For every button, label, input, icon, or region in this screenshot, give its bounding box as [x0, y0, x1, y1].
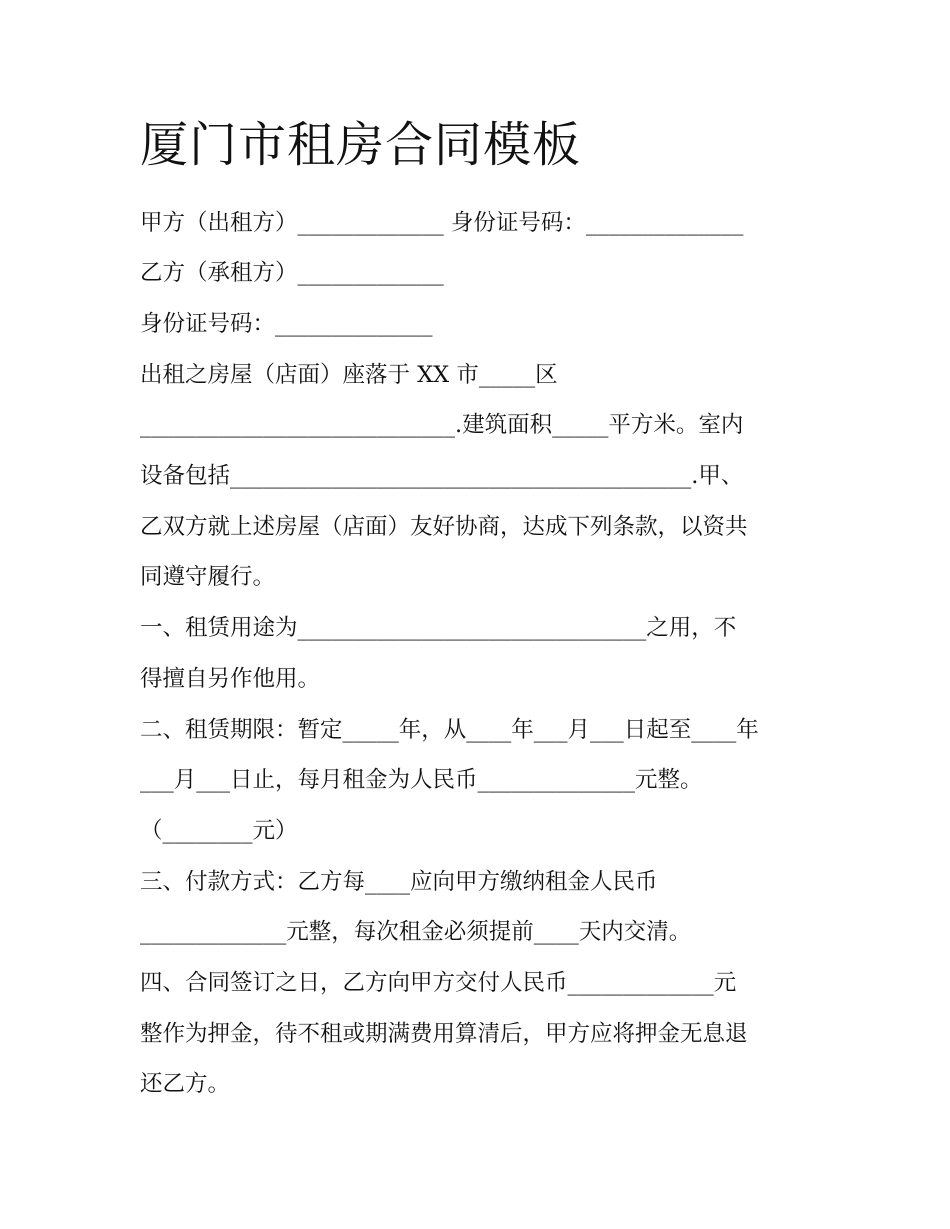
clause-4-end-line: 还乙方。	[140, 1071, 231, 1097]
clause-2-rent-line: ___月___日止，每月租金为人民币______________元整。	[140, 767, 703, 793]
clause-2-line: 二、租赁期限：暂定_____年，从____年___月___日起至____年	[140, 717, 759, 743]
property-area-line: ____________________________.建筑面积_____平方米。室内	[140, 412, 744, 438]
agreement-line: 乙双方就上述房屋（店面）友好协商，达成下列条款，以资共	[140, 514, 748, 540]
party-b-id-line: 身份证号码：______________	[140, 311, 433, 337]
clause-3-end-line: _____________元整，每次租金必须提前____天内交清。	[140, 919, 692, 945]
page-title: 厦门市租房合同模板	[140, 117, 582, 173]
clause-3-line: 三、付款方式：乙方每____应向甲方缴纳租金人民币	[140, 869, 658, 895]
clause-4-deposit-line: 整作为押金，待不租或期满费用算清后，甲方应将押金无息退	[140, 1021, 748, 1047]
property-location-line: 出租之房屋（店面）座落于 XX 市_____区	[140, 362, 558, 388]
party-a-line: 甲方（出租方）_____________ 身份证号码：______________	[140, 210, 744, 236]
clause-1-end-line: 得擅自另作他用。	[140, 666, 321, 692]
agreement-end-line: 同遵守履行。	[140, 564, 276, 590]
clause-2-amount-line: （________元）	[140, 818, 298, 844]
clause-1-line: 一、租赁用途为_______________________________之用，不	[140, 615, 737, 641]
party-b-line: 乙方（承租方）_____________	[140, 260, 444, 286]
clause-4-line: 四、合同签订之日，乙方向甲方交付人民币_____________元	[140, 970, 737, 996]
equipment-line: 设备包括_________________________________________.甲、	[140, 463, 744, 489]
